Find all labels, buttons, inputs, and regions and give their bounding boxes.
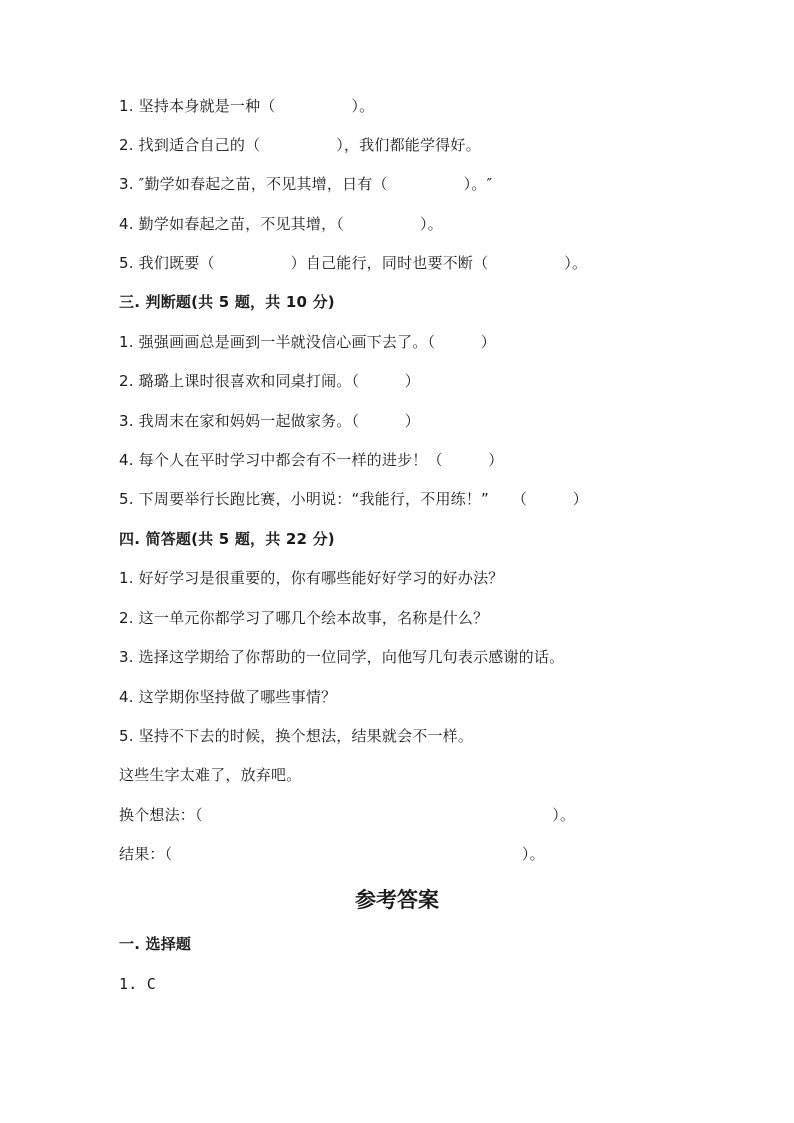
judgment-heading: 三. 判断题(共 5 题，共 10 分) <box>119 293 335 311</box>
answers-item-1: 1. C <box>119 975 156 993</box>
short-answer-item-3: 3. 选择这学期给了你帮助的一位同学，向他写几句表示感谢的话。 <box>119 648 565 666</box>
short-answer-item-5: 5. 坚持不下去的时候，换个想法，结果就会不一样。 <box>119 727 474 745</box>
fill-in-item-4: 4. 勤学如春起之苗，不见其增，（ ）。 <box>119 215 443 233</box>
fill-in-item-1: 1. 坚持本身就是一种（ ）。 <box>119 97 375 115</box>
short-answer-item-1: 1. 好好学习是很重要的，你有哪些能好好学习的好办法？ <box>119 569 504 587</box>
judgment-item-2: 2. 璐璐上课时很喜欢和同桌打闹。（ ） <box>119 372 420 390</box>
fill-in-item-2: 2. 找到适合自己的（ ），我们都能学得好。 <box>119 136 481 154</box>
fill-in-item-3: 3. ″勤学如春起之苗，不见其增，日有（ ）。″ <box>119 175 493 193</box>
short-answer-example: 这些生字太难了，放弃吧。 <box>119 766 302 784</box>
answers-title: 参考答案 <box>355 887 439 912</box>
judgment-item-5: 5. 下周要举行长跑比赛，小明说：“我能行，不用练！” （ ） <box>119 490 588 508</box>
fill-in-item-5: 5. 我们既要（ ）自己能行，同时也要不断（ ）。 <box>119 254 588 272</box>
judgment-item-3: 3. 我周末在家和妈妈一起做家务。（ ） <box>119 412 420 430</box>
short-answer-change-idea: 换个想法：（ ）。 <box>119 806 576 824</box>
short-answer-item-4: 4. 这学期你坚持做了哪些事情？ <box>119 688 337 706</box>
short-answer-item-2: 2. 这一单元你都学习了哪几个绘本故事，名称是什么？ <box>119 609 489 627</box>
judgment-item-1: 1. 强强画画总是画到一半就没信心画下去了。（ ） <box>119 333 496 351</box>
answers-section-heading: 一. 选择题 <box>119 935 192 953</box>
short-answer-heading: 四. 简答题(共 5 题，共 22 分) <box>119 530 335 548</box>
judgment-item-4: 4. 每个人在平时学习中都会有不一样的进步！（ ） <box>119 451 504 469</box>
short-answer-result: 结果：（ ）。 <box>119 845 545 863</box>
